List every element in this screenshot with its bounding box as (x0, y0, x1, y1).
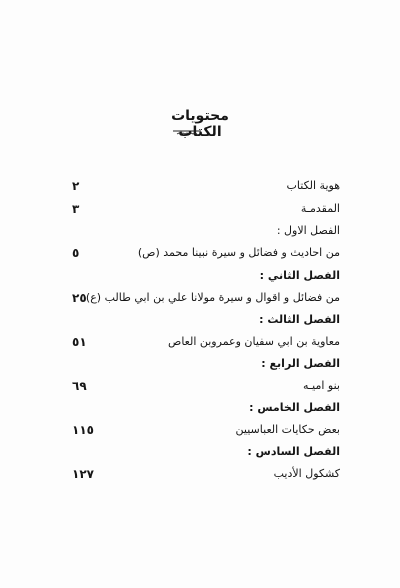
toc-entry-title: هوية الكتاب (286, 179, 340, 192)
toc-page-number: ٦٩ (72, 379, 87, 393)
toc-entry (0, 309, 400, 331)
toc-entry (0, 287, 400, 309)
toc-entry (0, 331, 400, 353)
toc-page-number: ٢ (72, 179, 80, 193)
toc-section-heading: الفصل السادس : (247, 445, 340, 458)
toc-entry-title: من احاديث و فضائل و سيرة نبينا محمد (ص) (137, 246, 340, 259)
toc-page-number: ٢٥ (72, 291, 87, 305)
toc-entry (0, 265, 400, 287)
toc-page-number: ٥ (72, 246, 80, 260)
toc-section-heading: الفصل الثاني : (259, 269, 340, 282)
toc-entry (0, 441, 400, 463)
toc-section-heading: الفصل الخامس : (249, 401, 340, 414)
toc-entry (0, 353, 400, 375)
title-ornament (172, 129, 202, 137)
toc-entry (0, 419, 400, 441)
toc-section-heading: الفصل الاول : (276, 224, 340, 237)
toc-entry-title: من فضائل و اقوال و سيرة مولانا علي بن ابي طالب (ع) (85, 291, 340, 304)
toc-entry (0, 175, 400, 197)
toc-entry-title: كشكول الأديب (273, 467, 340, 480)
toc-entry (0, 397, 400, 419)
toc-page-number: ٥١ (72, 335, 87, 349)
toc-entry-title: المقدمـة (300, 202, 340, 215)
toc-page-number: ١١٥ (72, 423, 94, 437)
toc-entry (0, 242, 400, 264)
toc-entry-title: بنو اميـه (303, 379, 340, 392)
toc-entry-title: بعض حكايات العباسيين (235, 423, 340, 436)
toc-section-heading: الفصل الرابع : (261, 357, 340, 370)
toc-section-heading: الفصل الثالث : (259, 313, 340, 326)
toc-page-number: ٣ (72, 202, 80, 216)
toc-entry-title: معاوية بن ابي سفيان وعمروبن العاص (168, 335, 340, 348)
toc-entry (0, 375, 400, 397)
toc-page-number: ١٢٧ (72, 467, 94, 481)
contents-title: محتويات الكتاب (171, 108, 229, 140)
toc-entry (0, 463, 400, 485)
toc-entry (0, 198, 400, 220)
toc-entry (0, 220, 400, 242)
